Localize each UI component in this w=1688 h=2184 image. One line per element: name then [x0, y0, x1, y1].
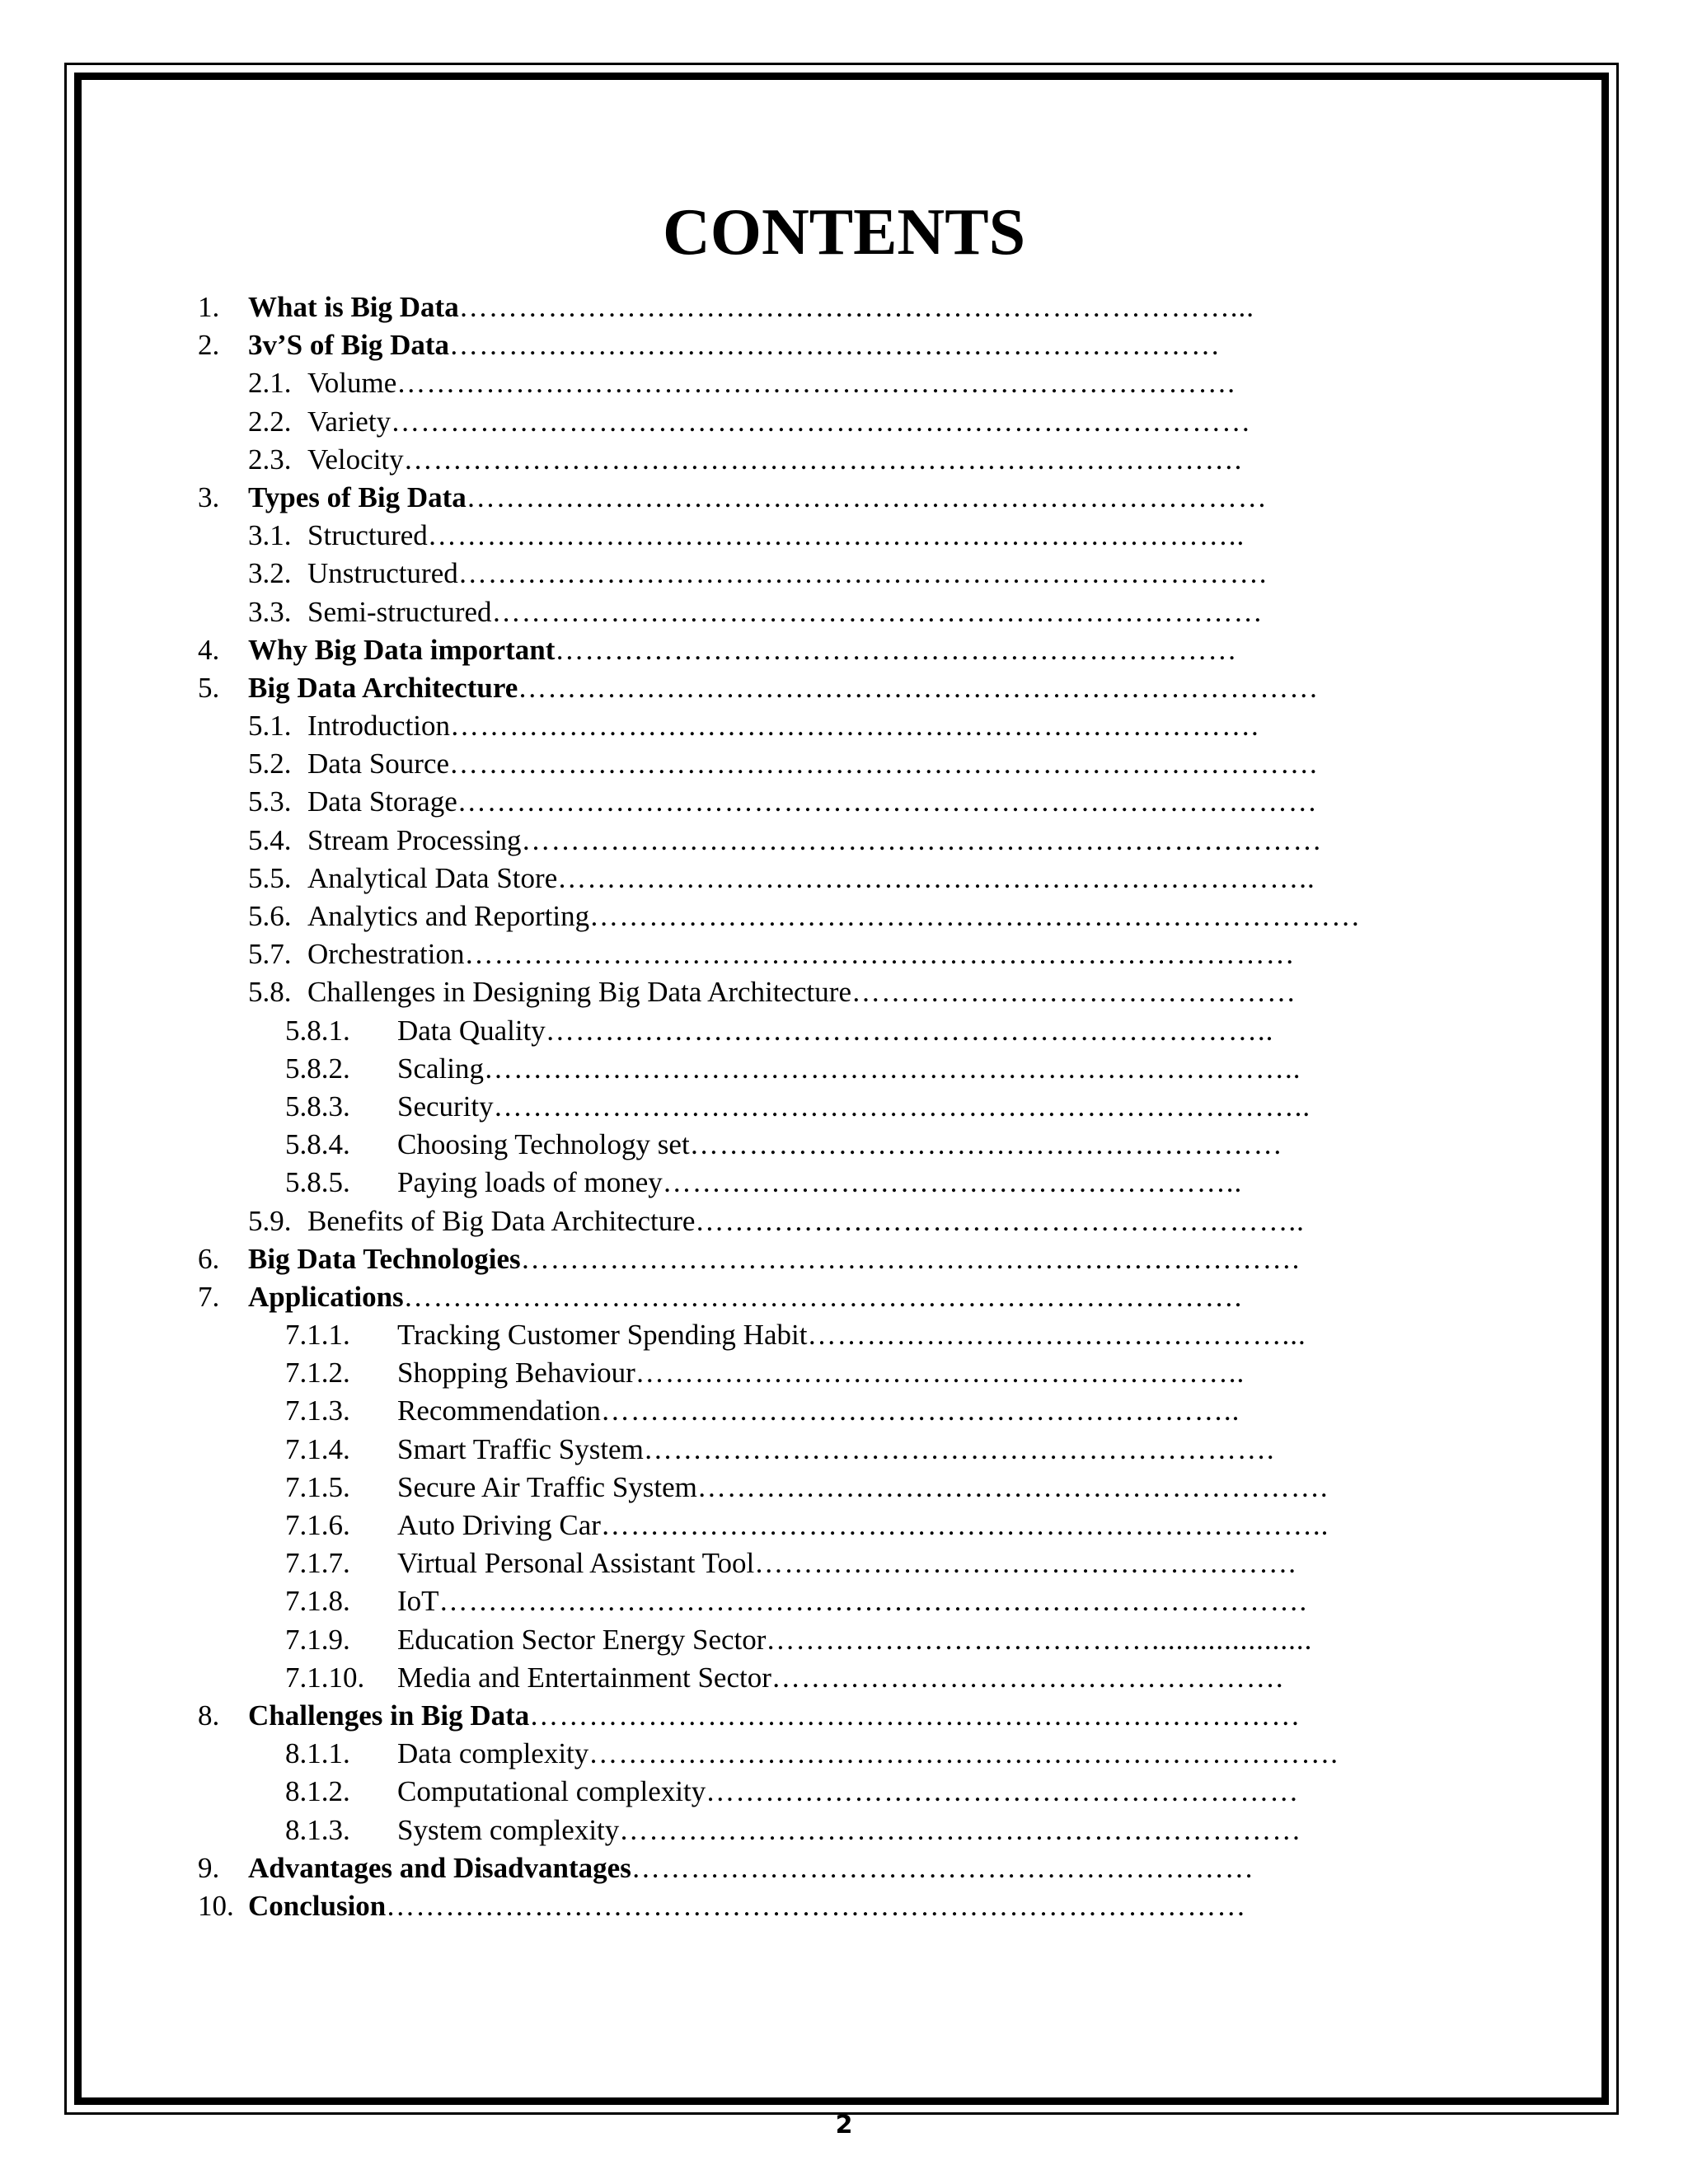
- toc-entry-text: [397, 1354, 1245, 1392]
- toc-entry-leader: ………………………………………………………………….: [588, 1737, 1339, 1770]
- toc-entry: [0, 1735, 1688, 1773]
- toc-entry-leader: …………………………………………………………………………….: [438, 1585, 1308, 1618]
- toc-entry: [0, 288, 1688, 326]
- toc-entry-label: Unstructured: [307, 557, 458, 590]
- toc-entry-text: [397, 1773, 1299, 1811]
- toc-entry-leader: ………………………………………………………………………..: [493, 1090, 1311, 1122]
- toc-entry-label: Analytics and Reporting: [307, 900, 590, 932]
- toc-entry-label: Computational complexity: [397, 1775, 706, 1808]
- toc-entry-number: 7.1.9.: [285, 1623, 350, 1656]
- toc-entry-leader: ……………………………………………………………………………: [386, 1889, 1247, 1922]
- toc-entry-text: [397, 1469, 1329, 1507]
- toc-entry-label: Choosing Technology set: [397, 1128, 690, 1161]
- toc-entry-number: 1.: [198, 291, 220, 323]
- toc-entry-number: 2.3.: [248, 443, 292, 476]
- toc-entry-number: 5.6.: [248, 900, 292, 932]
- toc-entry-leader: ………………………………………………………………………….: [403, 443, 1243, 476]
- toc-entry-leader: ……………………………………………………………………: [491, 595, 1264, 628]
- toc-entry-leader: ………………………………………………………..: [600, 1394, 1240, 1427]
- toc-entry-number: 3.: [198, 480, 220, 513]
- toc-entry: [0, 935, 1688, 973]
- toc-entry-text: [248, 288, 1254, 326]
- toc-entry-text: [307, 745, 1318, 783]
- toc-entry-label: Big Data Architecture: [248, 671, 518, 704]
- toc-entry-label: Structured: [307, 519, 428, 552]
- toc-entry-leader: …………………………………………...: [807, 1319, 1306, 1352]
- toc-entry-label: Orchestration: [307, 938, 465, 971]
- toc-entry-number: 8.1.2.: [285, 1775, 350, 1808]
- toc-entry-number: 2.1.: [248, 367, 292, 400]
- toc-entry-label: Advantages and Disadvantages: [248, 1851, 631, 1884]
- toc-entry-number: 7.1.7.: [285, 1547, 350, 1580]
- toc-entry-number: 3.1.: [248, 519, 292, 552]
- toc-entry-label: Paying loads of money: [397, 1166, 663, 1199]
- toc-entry-number: 9.: [198, 1851, 220, 1884]
- toc-entry-text: [307, 860, 1315, 898]
- toc-entry-text: [248, 1887, 1246, 1925]
- toc-entry-text: [397, 1582, 1307, 1620]
- toc-entry: [0, 1773, 1688, 1811]
- toc-entry: [0, 517, 1688, 555]
- toc-entry-text: [248, 1278, 1242, 1316]
- toc-entry-leader: …………………………………....................: [766, 1623, 1313, 1656]
- toc-entry-number: 5.8.: [248, 976, 292, 1009]
- toc-entry-leader: ……………………………………………………………………………: [457, 785, 1318, 818]
- toc-entry: [0, 1659, 1688, 1697]
- toc-entry: [0, 1811, 1688, 1849]
- toc-entry-text: [397, 1012, 1273, 1050]
- toc-entry-number: 5.3.: [248, 785, 292, 818]
- toc-entry-text: [307, 1202, 1305, 1240]
- toc-entry-leader: ……………………………………………………………: [619, 1813, 1302, 1846]
- toc-entry-text: [397, 1621, 1312, 1659]
- toc-entry-number: 7.1.2.: [285, 1357, 350, 1390]
- toc-entry-leader: …………………………………………………………………………….: [449, 748, 1318, 780]
- page-title: CONTENTS: [662, 196, 1026, 269]
- toc-entry-leader: ……………………………………………………………………: [449, 329, 1221, 362]
- toc-entry-number: 5.7.: [248, 938, 292, 971]
- toc-entry-label: Data Source: [307, 748, 450, 780]
- toc-entry-text: [248, 326, 1221, 364]
- toc-entry-leader: …………………………………………………..: [662, 1166, 1243, 1199]
- toc-entry-text: [307, 593, 1264, 631]
- toc-entry-text: [397, 1164, 1242, 1202]
- toc-entry-text: [307, 822, 1323, 860]
- toc-entry: [0, 783, 1688, 821]
- toc-entry-leader: ……………………………………………………………………….: [457, 557, 1268, 590]
- toc-entry-label: Velocity: [307, 443, 404, 476]
- toc-entry-label: Semi-structured: [307, 595, 492, 628]
- toc-entry-number: 5.8.4.: [285, 1128, 350, 1161]
- toc-entry: [0, 1849, 1688, 1887]
- toc-entry-text: [248, 479, 1268, 517]
- toc-entry-leader: ……………………………………………………………………………: [391, 405, 1252, 438]
- toc-entry-label: Secure Air Traffic System: [397, 1470, 697, 1503]
- toc-entry-leader: ………………………………………………………………..: [545, 1014, 1274, 1047]
- toc-entry: [0, 1202, 1688, 1240]
- toc-entry-text: [397, 1431, 1275, 1469]
- toc-entry-label: Analytical Data Store: [307, 861, 558, 894]
- toc-entry-leader: ……………………………………………………………………...: [458, 291, 1254, 323]
- toc-entry-label: Tracking Customer Spending Habit: [397, 1319, 808, 1352]
- toc-entry-text: [397, 1088, 1311, 1126]
- toc-entry-label: Data Quality: [397, 1014, 546, 1047]
- toc-entry-leader: ……………………………………………………………………: [529, 1699, 1301, 1732]
- toc-entry: [0, 631, 1688, 669]
- toc-entry-number: 5.8.2.: [285, 1052, 350, 1085]
- toc-entry: [0, 1088, 1688, 1126]
- toc-entry: [0, 1012, 1688, 1050]
- toc-entry-leader: …………………………………………………………………..: [557, 861, 1315, 894]
- toc-entry-leader: ………………………………………………………………………..: [427, 519, 1245, 552]
- toc-entry-label: Conclusion: [248, 1889, 387, 1922]
- toc-entry-text: [397, 1735, 1339, 1773]
- toc-entry-number: 7.1.8.: [285, 1585, 350, 1618]
- page-number: 2: [835, 2111, 853, 2139]
- toc-entry-leader: ………………………………………: [851, 976, 1296, 1009]
- toc-entry-label: Data Storage: [307, 785, 457, 818]
- toc-entry-leader: ………………………………………………………………………….: [403, 1280, 1243, 1313]
- toc-entry-number: 7.1.6.: [285, 1509, 350, 1541]
- toc-entry-number: 3.2.: [248, 557, 292, 590]
- toc-entry-label: Stream Processing: [307, 823, 522, 856]
- toc-entry-label: Types of Big Data: [248, 480, 467, 513]
- toc-entry-leader: ……………………………………………………………………: [589, 900, 1362, 932]
- toc-entry-text: [397, 1659, 1284, 1697]
- toc-entry-label: What is Big Data: [248, 291, 459, 323]
- toc-entry-text: [397, 1392, 1240, 1430]
- toc-entry-leader: ………………………………………………………………………: [466, 480, 1268, 513]
- toc-entry: [0, 973, 1688, 1011]
- toc-entry-number: 7.1.5.: [285, 1470, 350, 1503]
- toc-entry-label: Shopping Behaviour: [397, 1357, 635, 1390]
- toc-entry-label: Recommendation: [397, 1394, 601, 1427]
- toc-entry-number: 7.1.4.: [285, 1432, 350, 1465]
- toc-entry-text: [248, 1697, 1301, 1735]
- toc-entry-label: Challenges in Big Data: [248, 1699, 530, 1732]
- toc-entry-text: [248, 669, 1319, 707]
- toc-entry-number: 2.: [198, 329, 220, 362]
- toc-entry-number: 7.1.3.: [285, 1394, 350, 1427]
- toc-entry-leader: ………………………………………………………………………: [518, 671, 1320, 704]
- toc-entry-text: [397, 1316, 1306, 1354]
- toc-entry-number: 8.1.1.: [285, 1737, 350, 1770]
- toc-entry: [0, 822, 1688, 860]
- toc-entry-number: 10.: [198, 1889, 234, 1922]
- toc-entry: [0, 669, 1688, 707]
- toc-entry-number: 3.3.: [248, 595, 292, 628]
- toc-entry: [0, 1507, 1688, 1544]
- toc-entry-label: Applications: [248, 1280, 404, 1313]
- toc-entry-text: [307, 517, 1245, 555]
- toc-entry-label: Volume: [307, 367, 397, 400]
- toc-entry-text: [397, 1126, 1283, 1164]
- toc-entry: [0, 707, 1688, 745]
- toc-entry: [0, 1050, 1688, 1088]
- toc-entry-label: IoT: [397, 1585, 439, 1618]
- table-of-contents: [0, 288, 1688, 1925]
- toc-entry-label: Why Big Data important: [248, 633, 556, 666]
- toc-entry-label: Scaling: [397, 1052, 484, 1085]
- toc-entry-text: [248, 631, 1237, 669]
- toc-entry-text: [307, 364, 1236, 402]
- toc-entry-label: Security: [397, 1090, 494, 1122]
- toc-entry-label: Data complexity: [397, 1737, 589, 1770]
- toc-entry-leader: ……………………………………………………: [706, 1775, 1300, 1808]
- toc-entry-number: 5.9.: [248, 1204, 292, 1237]
- toc-entry-number: 7.1.1.: [285, 1319, 350, 1352]
- toc-entry-label: Auto Driving Car: [397, 1509, 601, 1541]
- toc-entry: [0, 1544, 1688, 1582]
- toc-entry: [0, 1469, 1688, 1507]
- toc-entry-number: 6.: [198, 1242, 220, 1275]
- toc-entry: [0, 403, 1688, 441]
- toc-entry: [0, 898, 1688, 935]
- toc-entry: [0, 1392, 1688, 1430]
- toc-entry-leader: ……………………………………………………: [689, 1128, 1283, 1161]
- toc-entry: [0, 1431, 1688, 1469]
- toc-entry-leader: ………………………………………………………………..: [600, 1509, 1329, 1541]
- toc-entry: [0, 1354, 1688, 1392]
- toc-entry-text: [307, 555, 1267, 593]
- toc-entry: [0, 745, 1688, 783]
- toc-entry-number: 8.1.3.: [285, 1813, 350, 1846]
- toc-entry-number: 2.2.: [248, 405, 292, 438]
- toc-entry: [0, 1697, 1688, 1735]
- toc-entry-label: Big Data Technologies: [248, 1242, 521, 1275]
- toc-entry-label: Variety: [307, 405, 392, 438]
- toc-entry: [0, 555, 1688, 593]
- toc-entry-number: 5.: [198, 671, 220, 704]
- toc-entry-text: [307, 441, 1242, 479]
- toc-entry-number: 5.8.5.: [285, 1166, 350, 1199]
- toc-entry-number: 7.: [198, 1280, 220, 1313]
- toc-entry: [0, 860, 1688, 898]
- toc-entry-leader: ………………………………………………………: [631, 1851, 1254, 1884]
- toc-entry-text: [307, 935, 1295, 973]
- toc-entry-label: Media and Entertainment Sector: [397, 1661, 771, 1694]
- toc-entry: [0, 441, 1688, 479]
- toc-entry-text: [307, 783, 1318, 821]
- toc-entry-label: Introduction: [307, 710, 451, 743]
- toc-entry-text: [397, 1811, 1301, 1849]
- toc-entry-number: 5.8.1.: [285, 1014, 350, 1047]
- toc-entry-number: 5.2.: [248, 748, 292, 780]
- toc-entry-label: Challenges in Designing Big Data Architecture: [307, 976, 851, 1009]
- toc-entry-text: [397, 1050, 1301, 1088]
- toc-entry-text: [307, 403, 1251, 441]
- toc-entry-leader: ……………………………………………………………………….: [450, 710, 1259, 743]
- toc-entry-text: [248, 1849, 1254, 1887]
- toc-entry-leader: ……………………………………………………….: [643, 1432, 1275, 1465]
- toc-entry-leader: ……………………………………………………………: [555, 633, 1238, 666]
- toc-entry-leader: ………………………………………………………………………….: [396, 367, 1236, 400]
- toc-entry-text: [307, 707, 1259, 745]
- toc-entry-label: 3v’S of Big Data: [248, 329, 450, 362]
- toc-entry: [0, 593, 1688, 631]
- toc-entry-number: 5.4.: [248, 823, 292, 856]
- toc-entry-label: Education Sector Energy Sector: [397, 1623, 767, 1656]
- toc-entry-number: 5.5.: [248, 861, 292, 894]
- toc-entry-text: [397, 1507, 1329, 1544]
- toc-entry: [0, 1126, 1688, 1164]
- toc-entry-text: [248, 1240, 1300, 1278]
- toc-entry: [0, 1621, 1688, 1659]
- toc-entry-text: [307, 973, 1296, 1011]
- toc-entry-number: 8.: [198, 1699, 220, 1732]
- toc-entry-label: Benefits of Big Data Architecture: [307, 1204, 696, 1237]
- toc-entry-leader: ……………………………………………….: [754, 1547, 1297, 1580]
- toc-entry: [0, 1278, 1688, 1316]
- toc-entry-number: 7.1.10.: [285, 1661, 365, 1694]
- toc-entry-label: System complexity: [397, 1813, 620, 1846]
- toc-entry-number: 4.: [198, 633, 220, 666]
- toc-entry-label: Smart Traffic System: [397, 1432, 644, 1465]
- toc-entry: [0, 1316, 1688, 1354]
- toc-entry-leader: ……………………………………………………..: [695, 1204, 1305, 1237]
- toc-entry-number: 5.1.: [248, 710, 292, 743]
- toc-entry: [0, 1240, 1688, 1278]
- toc-entry: [0, 479, 1688, 517]
- toc-entry-leader: ……………………………………………………..: [635, 1357, 1245, 1390]
- toc-entry-leader: ………………………………………………………………………..: [483, 1052, 1301, 1085]
- toc-entry-leader: …………………………………………………………………………: [464, 938, 1296, 971]
- toc-entry: [0, 326, 1688, 364]
- toc-entry-text: [307, 898, 1361, 935]
- toc-entry-leader: ………………………………………………………………………: [521, 823, 1323, 856]
- toc-entry: [0, 1582, 1688, 1620]
- toc-entry-leader: …………………………………………….: [771, 1661, 1284, 1694]
- toc-entry: [0, 364, 1688, 402]
- toc-entry-leader: …………………………………………………………………….: [520, 1242, 1301, 1275]
- toc-entry-leader: ……………………………………………………….: [696, 1470, 1329, 1503]
- toc-entry: [0, 1887, 1688, 1925]
- toc-entry: [0, 1164, 1688, 1202]
- toc-entry-text: [397, 1544, 1296, 1582]
- toc-entry-label: Virtual Personal Assistant Tool: [397, 1547, 755, 1580]
- toc-entry-number: 5.8.3.: [285, 1090, 350, 1122]
